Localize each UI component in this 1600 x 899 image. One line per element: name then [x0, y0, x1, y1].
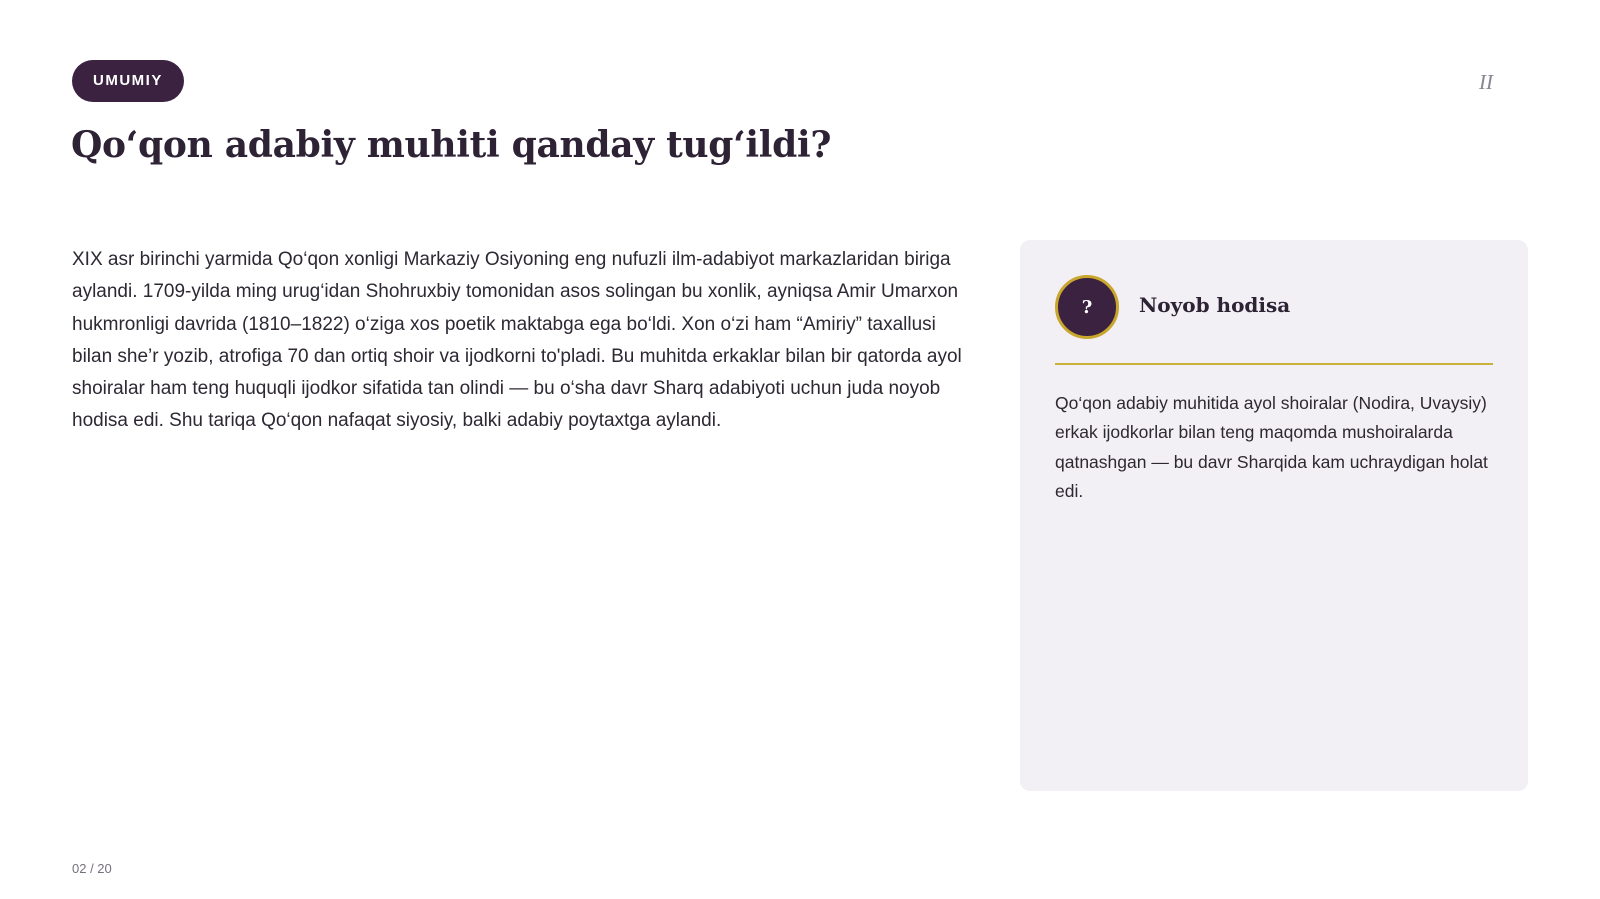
card-title: Noyob hodisa: [1139, 293, 1291, 317]
info-card: [1020, 240, 1528, 791]
section-numeral: II: [1479, 70, 1493, 94]
category-badge: UMUMIY: [72, 60, 184, 102]
card-divider: [1055, 363, 1493, 365]
question-mark-icon: ?: [1055, 275, 1119, 339]
body-paragraph: XIX asr birinchi yarmida Qo‘qon xonligi Markaziy Osiyoning eng nufuzli ilm-adabiyot markazlaridan biriga aylandi. 1709-yilda ming urug‘idan Shohruxbiy tomonidan asos solingan bu xonlik, ayniqsa Amir Umarxon hukmronligi davrida (1810–1822) o‘ziga xos poetik maktabga ega bo‘ldi. Xon o‘zi ham “Amiriy” taxallusi bilan she’r yozib, atrofiga 70 dan ortiq shoir va ijodkorni to'pladi. Bu muhitda erkaklar bilan bir qatorda ayol shoiralar ham teng huquqli ijodkor sifatida tan olindi — bu o‘sha davr Sharq adabiyoti uchun juda noyob hodisa edi. Shu tariqa Qo‘qon nafaqat siyosiy, balki adabiy poytaxtga aylandi.: [72, 249, 962, 432]
page-title: Qo‘qon adabiy muhiti qanday tug‘ildi?: [71, 124, 832, 166]
card-text: Qo‘qon adabiy muhitida ayol shoiralar (Nodira, Uvaysiy) erkak ijodkorlar bilan teng maqomda mushoiralarda qatnashgan — bu davr Sharqida kam uchraydigan holat edi.: [1055, 393, 1488, 501]
page-counter: 02 / 20: [72, 861, 112, 876]
